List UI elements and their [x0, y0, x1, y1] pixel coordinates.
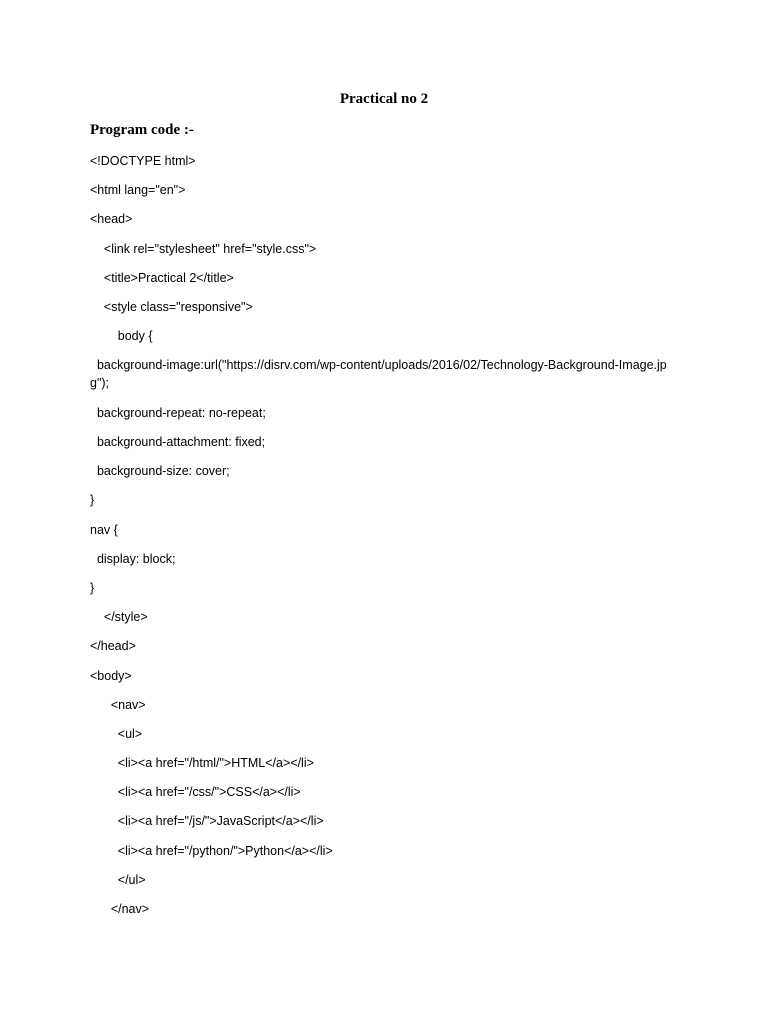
code-line: </nav> [90, 902, 150, 916]
code-line: nav { [90, 522, 118, 537]
code-line: <body> [90, 668, 132, 683]
code-line: display: block; [90, 551, 176, 566]
code-line: <head> [90, 212, 133, 227]
code-line: <ul> [90, 726, 143, 741]
code-line: background-attachment: fixed; [90, 435, 266, 449]
section-heading: Program code :- [90, 122, 194, 138]
code-line: </style> [90, 610, 148, 625]
code-line: <title>Practical 2</title> [90, 270, 234, 285]
code-line: <!DOCTYPE html> [90, 154, 196, 168]
code-block [90, 152, 680, 929]
code-line: <nav> [90, 697, 146, 712]
code-line: <style class="responsive"> [90, 299, 253, 314]
code-line: background-image:url("https://disrv.com/wp-content/uploads/2016/02/Technology-Background-Image.jpg"); [90, 358, 667, 391]
code-line: <li><a href="/css/">CSS</a></li> [90, 785, 301, 800]
code-line: <li><a href="/js/">JavaScript</a></li> [90, 814, 324, 829]
code-line: } [90, 580, 95, 595]
code-line: body { [90, 329, 153, 344]
code-line: </head> [90, 639, 136, 654]
code-line: } [90, 493, 95, 508]
code-line: </ul> [90, 872, 146, 887]
code-line: <html lang="en"> [90, 183, 186, 198]
code-line: background-repeat: no-repeat; [90, 405, 266, 420]
code-line: <li><a href="/html/">HTML</a></li> [90, 756, 314, 771]
code-line: background-size: cover; [90, 464, 230, 479]
code-line: <li><a href="/python/">Python</a></li> [90, 843, 333, 858]
code-line: <link rel="stylesheet" href="style.css"> [90, 241, 317, 256]
page-title: Practical no 2 [339, 91, 429, 107]
